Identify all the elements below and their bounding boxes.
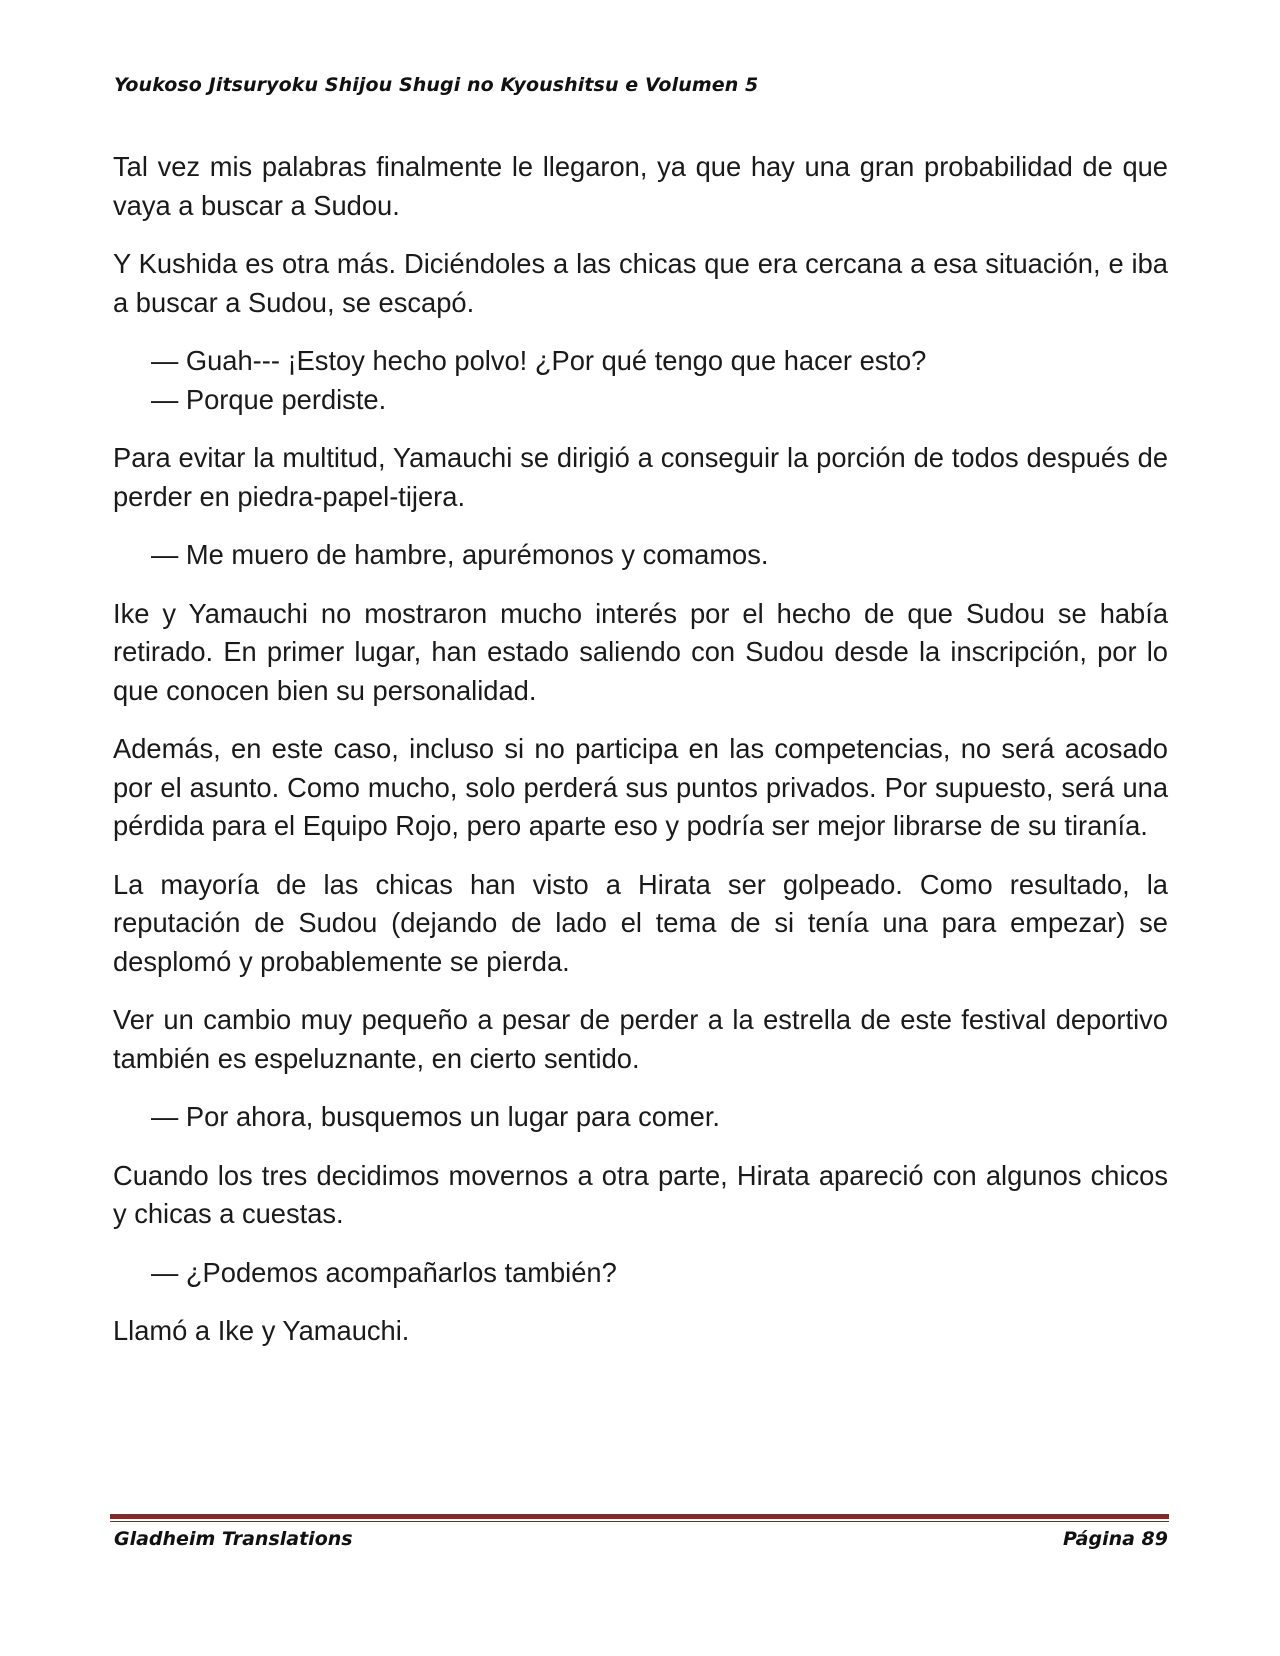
paragraph: Ike y Yamauchi no mostraron mucho interés por el hecho de que Sudou se había retirado. En primer lugar, han estado saliendo con Sudou desde la inscripción, por lo que conocen bien su personalidad. — [113, 597, 1168, 706]
dialogue-line: — Guah--- ¡Estoy hecho polvo! ¿Por qué tengo que hacer esto? — [151, 345, 927, 376]
paragraph: Llamó a Ike y Yamauchi. — [113, 1315, 410, 1346]
paragraph: Cuando los tres decidimos movernos a otra parte, Hirata apareció con algunos chicos y chicas a cuestas. — [113, 1159, 1168, 1229]
page-number: Página 89 — [1062, 1528, 1168, 1550]
dialogue-group — [151, 1098, 1168, 1137]
footer-divider — [110, 1514, 1169, 1522]
page-body — [113, 148, 1168, 1371]
paragraph: Y Kushida es otra más. Diciéndoles a las chicas que era cercana a esa situación, e iba a buscar a Sudou, se escapó. — [113, 248, 1168, 318]
running-header: Youkoso Jitsuryoku Shijou Shugi no Kyoushitsu e Volumen 5 — [114, 74, 759, 96]
paragraph: Tal vez mis palabras finalmente le llegaron, ya que hay una gran probabilidad de que vaya a buscar a Sudou. — [113, 151, 1168, 221]
paragraph: La mayoría de las chicas han visto a Hirata ser golpeado. Como resultado, la reputación de Sudou (dejando de lado el tema de si tenía una para empezar) se desplomó y probablemente se pierda. — [113, 868, 1168, 977]
paragraph: Para evitar la multitud, Yamauchi se dirigió a conseguir la porción de todos después de perder en piedra-papel-tijera. — [113, 442, 1168, 512]
dialogue-group — [151, 1254, 1168, 1293]
dialogue-line: — Me muero de hambre, apurémonos y comamos. — [151, 539, 769, 570]
paragraph: Ver un cambio muy pequeño a pesar de perder a la estrella de este festival deportivo también es espeluznante, en cierto sentido. — [113, 1004, 1168, 1074]
dialogue-line: — Por ahora, busquemos un lugar para comer. — [151, 1101, 720, 1132]
dialogue-line: — Porque perdiste. — [151, 383, 387, 415]
paragraph: Además, en este caso, incluso si no participa en las competencias, no será acosado por el asunto. Como mucho, solo perderá sus puntos privados. Por supuesto, será una pérdida para el Equipo Rojo, pero aparte eso y podría ser mejor librarse de su tiranía. — [113, 733, 1168, 841]
footer-credit: Gladheim Translations — [114, 1528, 353, 1550]
dialogue-group — [151, 536, 1168, 575]
dialogue-line: — ¿Podemos acompañarlos también? — [151, 1256, 617, 1288]
dialogue-group — [151, 342, 1168, 419]
